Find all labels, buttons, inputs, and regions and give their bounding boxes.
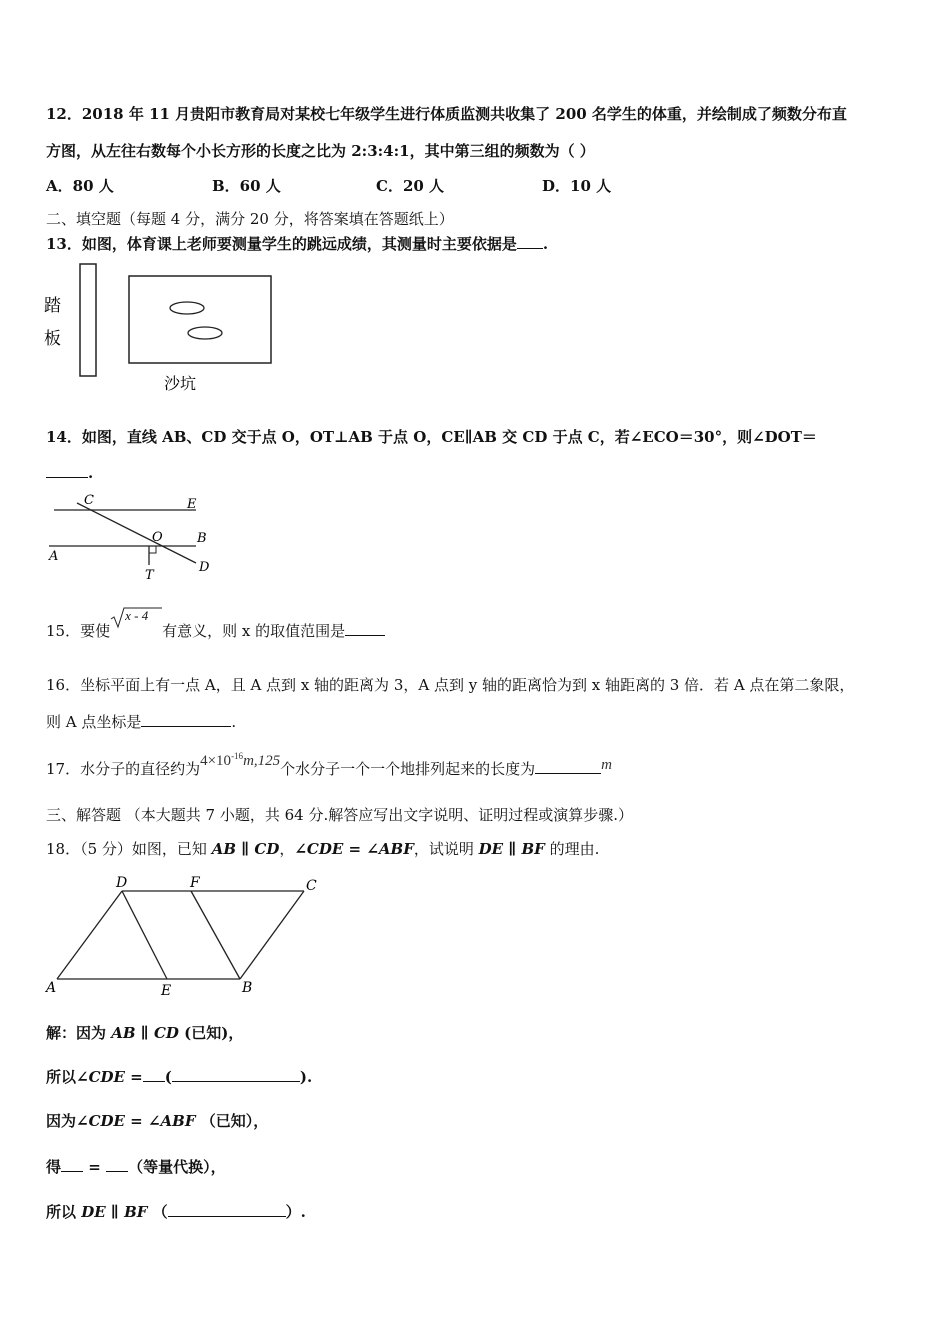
q14-end: . <box>88 464 94 482</box>
footprint-2 <box>188 327 222 339</box>
solution-line5 <box>46 1201 306 1222</box>
label-c: C <box>306 878 317 894</box>
s5-close: ）. <box>285 1203 306 1221</box>
label-a: A <box>49 549 59 564</box>
s3-math: ∠CDE = ∠ABF <box>76 1112 196 1130</box>
q13-end: . <box>542 235 549 253</box>
section3-title: 三、解答题 （本大题共 7 小题，共 64 分.解答应写出文字说明、证明过程或演算步骤.） <box>46 806 634 824</box>
s5-math: DE ∥ BF <box>81 1203 148 1221</box>
s4-post: （等量代换）， <box>128 1158 226 1176</box>
label-e: E <box>187 497 197 512</box>
q18-ab-cd: AB ∥ CD <box>211 840 280 858</box>
s1-post: (已知)， <box>184 1024 244 1042</box>
label-d: D <box>116 875 128 891</box>
s5-pre: 所以 <box>46 1203 77 1221</box>
right-angle-mark <box>149 546 156 553</box>
label-o: O <box>152 530 163 545</box>
board-label-1: 踏 <box>44 296 61 316</box>
s4-blank-1 <box>61 1157 83 1172</box>
s2-blank-2 <box>172 1067 300 1082</box>
label-d: D <box>199 560 210 575</box>
q17-unit: m <box>601 757 613 773</box>
label-b: B <box>242 980 253 996</box>
solution-line2 <box>46 1066 312 1087</box>
line-cb <box>240 891 304 979</box>
q16-line1: 16．坐标平面上有一点 A，且 A 点到 x 轴的距离为 3，A 点到 y 轴的距离恰为到 x 轴距离的 3 倍．若 A 点在第二象限， <box>46 676 855 694</box>
q13-figure <box>40 258 280 398</box>
q15-answer-blank <box>345 621 385 636</box>
section2-title: 二、填空题（每题 4 分，满分 20 分，将答案填在答题纸上） <box>46 210 454 228</box>
s2-pre: 所以 <box>46 1068 77 1086</box>
s3-post: （已知）， <box>200 1112 269 1130</box>
q12-option-b: B．60 人 <box>212 177 281 195</box>
line-de <box>122 891 167 979</box>
q17-formula-exp: -16 <box>231 751 244 761</box>
q13-text <box>46 233 548 254</box>
q12-option-c: C．20 人 <box>376 177 445 195</box>
q18-de-bf: DE ∥ BF <box>478 840 545 858</box>
q14-figure <box>44 490 224 585</box>
q18-tail: 的理由. <box>549 840 600 858</box>
board-label-2: 板 <box>44 329 61 349</box>
q13-answer-blank <box>517 234 543 249</box>
s1-math: AB ∥ CD <box>111 1024 179 1042</box>
line-fb <box>191 891 240 979</box>
q18-pre: 18．（5 分）如图，已知 <box>46 840 207 858</box>
q16-line2 <box>46 711 236 732</box>
q18-line <box>46 838 599 859</box>
s3-pre: 因为 <box>46 1112 77 1130</box>
jump-board <box>80 264 96 376</box>
q15-radicand: x - 4 <box>125 608 149 623</box>
solution-line3 <box>46 1110 268 1131</box>
q16-end: . <box>231 713 237 731</box>
s2-blank-1 <box>143 1067 165 1082</box>
s4-pre: 得 <box>46 1158 62 1176</box>
label-f: F <box>190 875 200 891</box>
q16-answer-blank <box>141 712 231 727</box>
q12-options <box>46 175 926 195</box>
sand-pit <box>129 276 271 363</box>
q17-formula <box>200 753 280 769</box>
label-e: E <box>161 983 172 999</box>
solution-line4 <box>46 1156 226 1177</box>
footprint-1 <box>170 302 204 314</box>
q12-line1: 12．2018 年 11 月贵阳市教育局对某校七年级学生进行体质监测共收集了 200 名学生的体重，并绘制成了频数分布直 <box>46 105 847 123</box>
label-t: T <box>145 568 154 583</box>
q15-line <box>46 608 385 641</box>
q17-formula-tail: m,125 <box>243 753 281 769</box>
q18-comma: ， <box>279 840 295 858</box>
q17-answer-blank <box>535 759 601 774</box>
label-b: B <box>197 531 207 546</box>
q17-line <box>46 751 613 779</box>
s4-blank-2 <box>106 1157 128 1172</box>
q17-post: 个水分子一个一个地排列起来的长度为 <box>280 760 536 778</box>
line-ad <box>57 891 122 979</box>
s1-pre: 解：因为 <box>46 1024 107 1042</box>
q13-stem: 13．如图，体育课上老师要测量学生的跳远成绩，其测量时主要依据是 <box>46 235 517 253</box>
s5-open: （ <box>152 1203 168 1221</box>
q18-figure <box>40 870 330 1000</box>
q18-eq: ∠CDE = ∠ABF <box>294 840 414 858</box>
label-c: C <box>84 493 94 508</box>
s2-math: ∠CDE = <box>76 1068 143 1086</box>
q14-text: 14．如图，直线 AB、CD 交于点 O，OT⊥AB 于点 O，CE∥AB 交 CD 于点 C，若∠ECO＝30°，则∠DOT＝ <box>46 428 817 446</box>
q12-option-d: D．10 人 <box>542 177 612 195</box>
q17-formula-base: 4×10 <box>200 753 232 769</box>
q15-radical <box>110 608 162 636</box>
pit-label: 沙坑 <box>164 374 197 393</box>
q16-pre: 则 A 点坐标是 <box>46 713 142 731</box>
q14-blank-line <box>46 463 93 482</box>
q12-line2: 方图，从左往右数每个小长方形的长度之比为 2:3:4:1，其中第三组的频数为（ ） <box>46 142 595 160</box>
s2-mid: ( <box>164 1068 172 1086</box>
s5-blank <box>168 1202 286 1217</box>
q18-post: ，试说明 <box>413 840 474 858</box>
q12-option-a: A．80 人 <box>46 177 114 195</box>
q15-post: 有意义，则 x 的取值范围是 <box>162 622 346 640</box>
label-a: A <box>46 980 57 996</box>
s4-eq: = <box>88 1158 101 1176</box>
q14-answer-blank <box>46 463 88 478</box>
q15-pre: 15．要使 <box>46 622 111 640</box>
s2-end: ). <box>299 1068 313 1086</box>
line-cd <box>77 503 196 563</box>
q17-pre: 17．水分子的直径约为 <box>46 760 201 778</box>
solution-line1 <box>46 1022 243 1043</box>
